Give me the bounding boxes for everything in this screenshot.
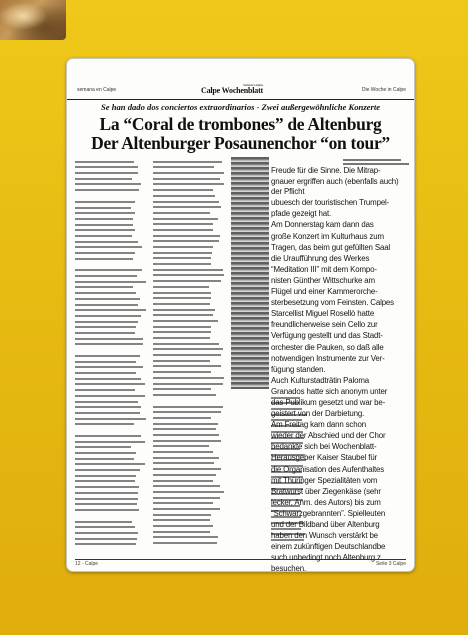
german-text-line: das Publikum gesetzt und war be- — [271, 397, 386, 407]
text-line — [153, 166, 214, 168]
paragraph-gap — [75, 191, 147, 197]
text-line — [75, 224, 133, 226]
text-line — [153, 354, 221, 356]
text-line — [153, 172, 224, 174]
text-line — [153, 212, 210, 214]
text-line — [153, 519, 210, 521]
text-line — [75, 218, 133, 220]
text-line — [75, 275, 137, 277]
german-text-line: fügung standen. — [271, 364, 326, 374]
german-column-text — [271, 165, 411, 572]
text-line — [75, 452, 136, 454]
page-footer — [75, 559, 406, 568]
text-line — [153, 383, 223, 385]
text-line — [153, 451, 213, 453]
text-line — [153, 235, 220, 237]
text-line — [75, 492, 138, 494]
text-line — [75, 281, 146, 283]
text-line — [153, 440, 221, 442]
text-line — [153, 326, 211, 328]
text-line — [153, 348, 223, 350]
text-line — [75, 532, 138, 534]
text-line — [75, 543, 136, 545]
text-line — [153, 462, 214, 464]
text-line — [75, 321, 138, 323]
text-line — [153, 223, 213, 225]
text-line — [75, 423, 134, 425]
newspaper-clipping — [66, 58, 415, 572]
text-line — [75, 269, 142, 271]
article-headline-spanish: La “Coral de trombones” de Altenburg — [99, 114, 382, 134]
german-text-line: Tragen, das beim gut gefüllten Saal — [271, 242, 391, 252]
text-line — [75, 212, 135, 214]
text-line — [153, 286, 209, 288]
text-line — [75, 378, 141, 380]
masthead-right: Die Woche in Calpe — [361, 87, 406, 93]
paragraph-gap — [75, 511, 147, 517]
text-line — [153, 423, 218, 425]
text-line — [153, 161, 222, 163]
corner-photo-thumbnail — [0, 0, 66, 40]
text-line — [153, 542, 217, 544]
text-line — [75, 258, 133, 260]
text-line — [153, 508, 220, 510]
text-line — [153, 303, 210, 305]
article-subheadline: Se han dado dos conciertos extraordinarios - Zwei außergewöhnliche Konzerte — [100, 102, 381, 112]
text-line — [153, 297, 211, 299]
text-line — [153, 269, 223, 271]
text-line — [153, 434, 219, 436]
paragraph-gap — [75, 260, 147, 266]
text-line — [75, 395, 145, 397]
text-line — [153, 394, 216, 396]
text-line — [153, 411, 221, 413]
german-column-top-fragment — [343, 157, 415, 165]
footer-left: 12 - Calpe — [75, 561, 99, 567]
text-line — [75, 229, 135, 231]
text-line — [75, 372, 136, 374]
german-text-line: lecker, Anm. des Autors) bis zum — [271, 497, 381, 507]
german-text-line: such unbedingt noch Altenburg z — [271, 553, 381, 563]
text-line — [75, 246, 142, 248]
german-text-line: mit Thüringer Spezialitäten vom — [271, 475, 378, 485]
german-text-line: haben den Wunsch verstärkt be — [271, 531, 378, 541]
german-text-line: Auch Kulturstadträtin Paloma — [271, 375, 369, 385]
text-line — [153, 388, 211, 390]
text-line — [153, 183, 224, 185]
text-line — [153, 178, 220, 180]
german-text-line: die Uraufführung des Werkes — [271, 253, 370, 263]
german-text-line: wieder der Abschied und der Chor — [271, 431, 386, 441]
german-text-line: besuchen. — [271, 564, 307, 572]
text-line — [153, 457, 219, 459]
text-line — [75, 366, 143, 368]
text-line — [75, 498, 138, 500]
german-text-line: Verfügung gestellt und das Stadt- — [271, 331, 383, 341]
german-text-line: “Schwarzgebrannten”. Spielleuten — [271, 508, 386, 518]
text-line — [75, 298, 140, 300]
text-line — [153, 417, 211, 419]
text-line — [153, 195, 215, 197]
text-line — [75, 509, 139, 511]
german-text-line: Flügel und einer Kammerorche- — [271, 287, 378, 297]
article-headline-german: Der Altenburger Posaunenchor “on tour” — [91, 133, 390, 153]
text-line — [75, 383, 145, 385]
text-line — [153, 331, 211, 333]
spanish-column-2 — [153, 157, 225, 551]
text-line — [75, 406, 141, 408]
text-line — [75, 480, 135, 482]
german-text-line: Granados hatte sich anonym unter — [271, 386, 388, 396]
paragraph-gap — [75, 345, 147, 351]
text-line — [153, 343, 219, 345]
text-line — [75, 446, 131, 448]
text-line — [75, 161, 134, 163]
text-line — [153, 445, 209, 447]
masthead-left: semana en Calpe — [77, 87, 117, 93]
text-line — [75, 401, 138, 403]
text-line — [153, 257, 211, 259]
text-line — [153, 406, 223, 408]
german-text-line: Starcellist Miguel Rosellò hatte — [271, 309, 375, 319]
text-line — [75, 286, 133, 288]
paragraph-gap — [153, 396, 225, 402]
text-line — [75, 252, 135, 254]
german-text-line: nisten Günther Wittschurke am — [271, 275, 375, 285]
text-line — [75, 241, 138, 243]
german-text-line: gnauer ergriffen auch (ebenfalls auch) der Pflicht — [271, 177, 399, 197]
text-line — [75, 235, 132, 237]
german-text-line: Bratwurst über Ziegenkäse (sehr — [271, 486, 381, 496]
german-text-line: Freude für die Sinne. Die Mitrap- — [271, 166, 381, 175]
masthead-logo-text: Calpe Wochenblatt — [201, 86, 264, 95]
masthead-logo-small: Semana Calpina — [242, 83, 264, 87]
text-line — [153, 218, 218, 220]
text-line — [75, 361, 136, 363]
text-line — [153, 377, 224, 379]
german-text-line: orchester die Pauken, so daß alle — [271, 342, 384, 352]
text-line — [75, 178, 132, 180]
text-line — [75, 521, 132, 523]
spanish-column-1 — [75, 157, 147, 551]
german-text-line: sterbesetzung vom Feinsten. Calpes — [271, 298, 394, 308]
text-line — [75, 526, 135, 528]
text-line — [153, 309, 215, 311]
text-line — [75, 475, 136, 477]
german-text-line: ubuesch der touristischen Trumpel- — [271, 198, 390, 208]
text-line — [75, 189, 139, 191]
german-text-line: geistert von der Darbietung. — [271, 409, 365, 419]
german-text-line: freundlicherweise sein Cello zur — [271, 320, 378, 330]
text-line — [343, 159, 401, 161]
text-line — [153, 320, 218, 322]
german-text-line: und der Bildband über Altenburg — [271, 520, 380, 529]
paragraph-gap — [75, 425, 147, 431]
text-line — [153, 497, 220, 499]
text-line — [153, 531, 210, 533]
text-line — [75, 389, 135, 391]
text-line — [153, 280, 221, 282]
text-line — [75, 441, 145, 443]
german-text-line: Herausgeber Kaiser Staubel für — [271, 453, 378, 463]
text-line — [153, 428, 216, 430]
text-line — [153, 189, 213, 191]
footer-right: Seite 3 Calpe — [375, 561, 406, 567]
german-text-line: “Meditation III” mit dem Kompo- — [271, 264, 377, 274]
text-line — [153, 525, 213, 527]
text-line — [75, 172, 138, 174]
text-line — [153, 252, 212, 254]
text-line — [75, 304, 138, 306]
text-line — [153, 360, 210, 362]
text-line — [153, 263, 211, 265]
text-line — [75, 338, 143, 340]
text-line — [75, 332, 135, 334]
text-line — [75, 343, 143, 345]
text-line — [75, 315, 141, 317]
text-line — [153, 292, 211, 294]
text-line — [153, 240, 219, 242]
text-line — [75, 309, 146, 311]
text-line — [153, 491, 224, 493]
german-text-line: Am Freitag kam dann schon — [271, 420, 366, 430]
text-line — [153, 229, 213, 231]
german-text-line: die Organisation des Aufenthaltes — [271, 464, 385, 474]
text-line — [75, 538, 137, 540]
text-line — [75, 418, 146, 420]
german-text-line: pfade gezeigt hat. — [271, 209, 332, 219]
text-line — [75, 412, 140, 414]
text-line — [153, 468, 221, 470]
masthead — [67, 81, 414, 100]
text-line — [153, 502, 213, 504]
german-text-line: notwendigen Instrumente zur Ver- — [271, 353, 385, 363]
german-text-line: bedankte sich bei Wochenblatt- — [271, 442, 377, 452]
text-line — [75, 463, 145, 465]
scan-shadow-strip — [231, 157, 269, 389]
text-line — [153, 474, 216, 476]
text-line — [75, 469, 140, 471]
masthead-logo — [201, 83, 263, 95]
text-line — [75, 183, 141, 185]
text-line — [153, 371, 211, 373]
text-line — [153, 485, 220, 487]
text-line — [153, 206, 221, 208]
text-line — [75, 326, 136, 328]
text-line — [75, 458, 134, 460]
text-line — [75, 486, 139, 488]
german-text-line: große Konzert im Kulturhaus zum — [271, 231, 384, 241]
text-line — [153, 274, 224, 276]
text-line — [153, 480, 213, 482]
text-line — [75, 355, 140, 357]
text-line — [75, 201, 135, 203]
text-line — [75, 207, 131, 209]
german-text-line: einem zukünftigen Deutschlandbe — [271, 542, 386, 552]
text-line — [153, 314, 213, 316]
german-text-line: Am Donnerstag kam dann das — [271, 220, 374, 230]
text-line — [153, 365, 221, 367]
text-line — [153, 246, 213, 248]
text-line — [75, 166, 138, 168]
text-line — [153, 536, 218, 538]
text-line — [153, 514, 211, 516]
text-line — [75, 503, 137, 505]
text-line — [75, 292, 136, 294]
text-line — [75, 435, 141, 437]
text-line — [153, 201, 219, 203]
text-line — [153, 337, 210, 339]
